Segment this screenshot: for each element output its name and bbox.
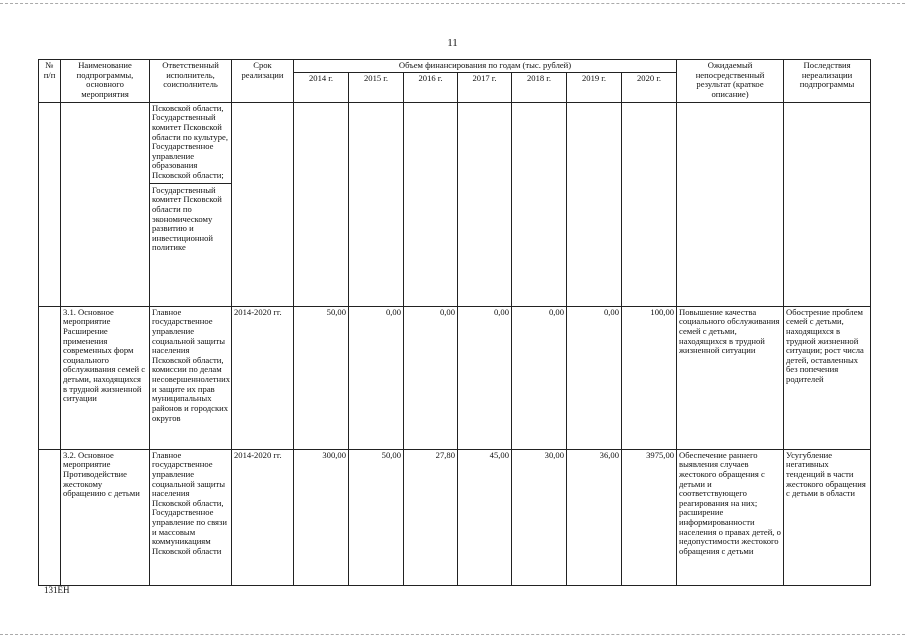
cell-value: 36,00 [567,449,622,585]
funding-table [38,59,871,586]
cell-value: 100,00 [622,306,677,449]
header-name: Наименование подпрограммы, основного мероприятия [61,60,150,103]
table-row [39,306,871,449]
scan-bottom-edge [0,634,905,635]
cell-period [232,102,294,306]
cell-value: 50,00 [294,306,349,449]
cell-value [622,102,677,306]
header-year: 2020 г. [622,72,677,102]
cell-executor [150,102,232,306]
cell-period: 2014-2020 гг. [232,449,294,585]
header-year: 2016 г. [404,72,458,102]
footer-code: 131ЕН [44,585,70,595]
cell-name: 3.2. Основное мероприятие Противодействие жестокому обращению с детьми [61,449,150,585]
executor-part: Псковской области, Государственный комитет Псковской области по культуре, Государственное управление образования Псковской области; [152,102,228,180]
scan-top-edge [0,3,905,4]
header-result: Ожидаемый непосредственный результат (краткое описание) [677,60,784,103]
cell-value: 0,00 [512,306,567,449]
cell-executor: Главное государственное управление социальной защиты населения Псковской области, комиссии по делам несовершеннолетних и защите их прав муниципальных районов и городских округов [150,306,232,449]
header-year: 2014 г. [294,72,349,102]
cell-period: 2014-2020 гг. [232,306,294,449]
cell-value [567,102,622,306]
cell-num [39,306,61,449]
table-row [39,449,871,585]
cell-executor: Главное государственное управление социальной защиты населения Псковской области, Государственное управление по связи и массовым коммуникациям Псковской области [150,449,232,585]
cell-value: 0,00 [404,306,458,449]
table-row-continuation [39,102,871,306]
header-year: 2018 г. [512,72,567,102]
header-year: 2015 г. [349,72,404,102]
cell-value [458,102,512,306]
cell-result: Повышение качества социального обслуживания семей с детьми, находящихся в трудной жизненной ситуации [677,306,784,449]
cell-name: 3.1. Основное мероприятие Расширение применения современных форм социального обслуживания семей с детьми, находящихся в трудной жизненной ситуации [61,306,150,449]
cell-value [294,102,349,306]
header-funding: Объем финансирования по годам (тыс. рублей) [294,60,677,73]
cell-result [677,102,784,306]
executor-part: Государственный комитет Псковской области по экономическому развитию и инвестиционной политике [150,183,231,253]
cell-value: 30,00 [512,449,567,585]
cell-consequences: Обострение проблем семей с детьми, находящихся в трудной жизненной ситуации; рост числа детей, оставленных без попечения родителей [784,306,871,449]
header-year: 2017 г. [458,72,512,102]
cell-value: 0,00 [349,306,404,449]
cell-value: 0,00 [567,306,622,449]
header-consequences: Последствия нереализации подпрограммы [784,60,871,103]
cell-value: 27,80 [404,449,458,585]
cell-value: 3975,00 [622,449,677,585]
cell-value: 50,00 [349,449,404,585]
cell-name [61,102,150,306]
header-period: Срок реализации [232,60,294,103]
cell-value [349,102,404,306]
cell-value: 45,00 [458,449,512,585]
cell-value [512,102,567,306]
cell-consequences: Усугубление негативных тенденций в части жестокого обращения с детьми в области [784,449,871,585]
cell-value [404,102,458,306]
header-num: № п/п [39,60,61,103]
cell-consequences [784,102,871,306]
cell-num [39,449,61,585]
cell-value: 300,00 [294,449,349,585]
cell-result: Обеспечение раннего выявления случаев жестокого обращения с детьми и соответствующего реагирования на них; расширение информированности населения о правах детей, о недопустимости жестокого обращения с детьми [677,449,784,585]
page-number: 11 [447,37,458,49]
header-executor: Ответственный исполнитель, соисполнитель [150,60,232,103]
header-year: 2019 г. [567,72,622,102]
cell-value: 0,00 [458,306,512,449]
cell-num [39,102,61,306]
